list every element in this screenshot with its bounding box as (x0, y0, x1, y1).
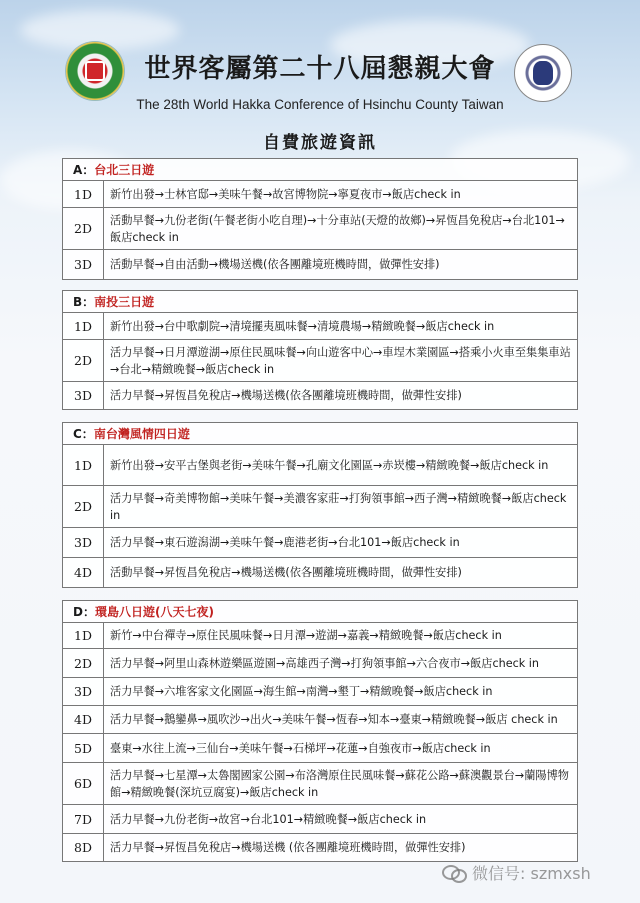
itinerary-row (62, 805, 578, 834)
section-heading (62, 422, 578, 444)
watermark-text: 微信号: szmxsh (472, 863, 591, 883)
day-label: 3D (63, 382, 104, 409)
section-name: 南台灣風情四日遊 (93, 427, 190, 441)
wechat-watermark (442, 858, 632, 886)
section-heading (62, 600, 578, 622)
day-description: 新竹出發→安平古堡與老街→美味午餐→孔廟文化園區→赤崁樓→精緻晚餐→飯店check in (110, 458, 549, 472)
day-description: 活動早餐→昇恆昌免稅店→機場送機(依各團離境班機時間，做彈性安排) (110, 566, 462, 579)
section-letter: D： (73, 605, 95, 619)
day-label: 8D (63, 834, 104, 861)
day-description: 新竹出發→台中歌劇院→清境擺夷風味餐→清境農場→精緻晚餐→飯店check in (110, 319, 495, 333)
day-description: 活力早餐→昇恆昌免稅店→機場送機(依各團離境班機時間，做彈性安排) (110, 389, 462, 402)
day-label: 1D (63, 623, 104, 648)
itinerary-row (62, 622, 578, 649)
section-a (62, 158, 578, 280)
day-description: 活力早餐→阿里山森林遊樂區遊園→高雄西子灣→打狗領事館→六合夜市→飯店check in (110, 656, 540, 670)
itinerary-row (62, 444, 578, 486)
section-d (62, 600, 578, 862)
day-description: 活力早餐→奇美博物館→美味午餐→美濃客家莊→打狗領事館→西子灣→精緻晚餐→飯店check in (110, 491, 567, 522)
day-description: 活力早餐→鵝鑾鼻→風吹沙→出火→美味午餐→恆春→知本→臺東→精緻晚餐→飯店 check in (110, 713, 558, 726)
day-label: 3D (63, 678, 104, 705)
section-name: 台北三日遊 (94, 163, 155, 177)
itinerary-row (62, 250, 578, 280)
day-description: 活動早餐→自由活動→機場送機(依各團離境班機時間，做彈性安排) (110, 258, 440, 271)
section-c (62, 422, 578, 588)
wechat-icon (442, 863, 466, 881)
day-description: 活力早餐→東石遊潟湖→美味午餐→鹿港老街→台北101→飯店check in (110, 536, 460, 549)
itinerary-row (62, 763, 578, 805)
itinerary-row (62, 382, 578, 410)
day-label: 1D (63, 181, 104, 207)
day-description: 活力早餐→昇恆昌免稅店→機場送機 (依各團離境班機時間，做彈性安排) (110, 841, 466, 854)
day-label: 2D (63, 340, 104, 381)
day-label: 3D (63, 528, 104, 557)
day-label: 6D (63, 763, 104, 804)
header (0, 0, 640, 125)
day-description: 新竹→中台禪寺→原住民風味餐→日月潭→遊湖→嘉義→精緻晚餐→飯店check in (110, 629, 502, 642)
day-label: 4D (63, 558, 104, 587)
day-description: 活力早餐→日月潭遊湖→原住民風味餐→向山遊客中心→車埕木業園區→搭乘小火車至集集車站→台北→精緻晚餐→飯店check in (110, 345, 571, 376)
section-letter: B： (73, 295, 95, 309)
day-description: 活力早餐→九份老街→故宮→台北101→精緻晚餐→飯店check in (110, 812, 427, 826)
day-label: 3D (63, 250, 104, 279)
day-label: 2D (63, 208, 104, 249)
day-label: 1D (63, 445, 104, 485)
itinerary-row (62, 706, 578, 734)
day-label: 2D (63, 649, 104, 677)
itinerary-row (62, 208, 578, 250)
section-b (62, 290, 578, 410)
conference-title-en: The 28th World Hakka Conference of Hsinchu County Taiwan (136, 97, 504, 112)
itinerary-row (62, 340, 578, 382)
itinerary-row (62, 558, 578, 588)
day-description: 臺東→水往上流→三仙台→美味午餐→石梯坪→花蓮→自強夜市→飯店check in (110, 741, 491, 755)
conference-mascot-logo-icon (514, 44, 572, 102)
day-description: 活力早餐→六堆客家文化園區→海生館→南灣→墾丁→精緻晚餐→飯店check in (110, 685, 493, 698)
day-label: 2D (63, 486, 104, 527)
day-label: 7D (63, 805, 104, 833)
itinerary-row (62, 180, 578, 208)
itinerary-row (62, 312, 578, 340)
section-name: 南投三日遊 (94, 295, 155, 309)
itinerary-row (62, 486, 578, 528)
day-description: 新竹出發→士林官邸→美味午餐→故宮博物院→寧夏夜市→飯店check in (110, 187, 461, 201)
page-title: 自費旅遊資訊 (263, 133, 377, 153)
itinerary-row (62, 649, 578, 678)
day-label: 1D (63, 313, 104, 339)
section-letter: A： (73, 163, 95, 177)
hakka-association-emblem-icon (66, 42, 124, 100)
section-heading (62, 158, 578, 180)
day-description: 活動早餐→九份老街(午餐老街小吃自理)→十分車站(天燈的故鄉)→昇恆昌免稅店→台北101→飯店check in (110, 213, 565, 244)
conference-title-zh: 世界客屬第二十八屆懇親大會 (144, 54, 496, 84)
day-label: 4D (63, 706, 104, 733)
day-label: 5D (63, 734, 104, 762)
section-name: 環島八日遊(八天七夜) (94, 605, 214, 619)
day-description: 活力早餐→七星潭→太魯閣國家公園→布洛灣原住民風味餐→蘇花公路→蘇澳觀景台→蘭陽博物館→精緻晚餐(深坑豆腐宴)→飯店check in (110, 768, 569, 799)
itinerary-row (62, 734, 578, 763)
itinerary-row (62, 678, 578, 706)
itinerary-row (62, 528, 578, 558)
section-heading (62, 290, 578, 312)
section-letter: C： (73, 427, 94, 441)
